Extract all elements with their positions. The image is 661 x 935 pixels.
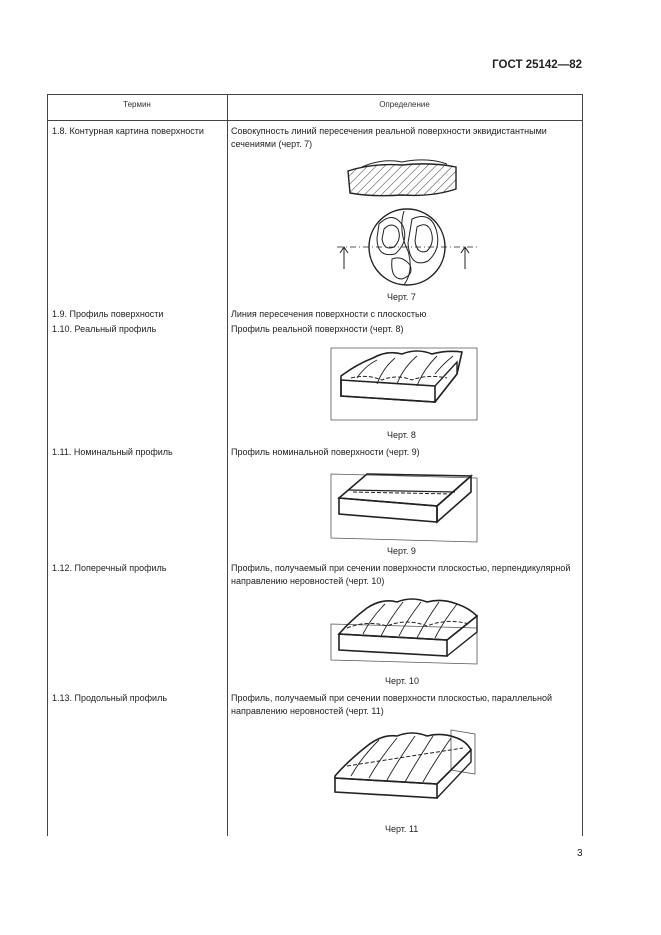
column-header-definition: Определение	[379, 100, 430, 109]
definition-1-11: Профиль номинальной поверхности (черт. 9)	[231, 447, 420, 457]
block-front-face	[339, 498, 437, 522]
caption-chert-11: Черт. 11	[385, 824, 419, 834]
table-top-border	[47, 94, 582, 95]
caption-chert-9: Черт. 9	[387, 546, 416, 556]
block-front-face	[339, 634, 447, 656]
section-block-shape	[348, 164, 456, 196]
block-side-face	[437, 750, 471, 798]
page-number: 3	[577, 848, 583, 859]
block-front-face	[341, 380, 435, 402]
section-plane	[331, 624, 477, 664]
surface-ridges	[351, 736, 451, 782]
column-header-term: Термин	[123, 100, 151, 109]
surface-ridges	[363, 602, 457, 638]
definition-1-8: Совокупность линий пересечения реальной поверхности эквидистантными сечениями (черт. 7)	[231, 126, 547, 149]
definition-1-9: Линия пересечения поверхности с плоскостью	[231, 309, 427, 319]
figure-longitudinal-profile	[327, 726, 487, 806]
block-side-face	[435, 362, 457, 402]
term-1-12: 1.12. Поперечный профиль	[52, 563, 167, 573]
caption-chert-7: Черт. 7	[387, 292, 416, 302]
table-column-divider	[227, 94, 228, 836]
section-plane	[331, 474, 477, 542]
document-code: ГОСТ 25142—82	[492, 59, 582, 71]
caption-chert-10: Черт. 10	[385, 676, 419, 686]
figure-transverse-profile	[327, 594, 487, 674]
table-right-border	[582, 94, 583, 836]
caption-chert-8: Черт. 8	[387, 430, 416, 440]
definition-1-12: Профиль, получаемый при сечении поверхности плоскостью, перпендикулярной направлению неровностей (черт. 10)	[231, 563, 571, 586]
definition-1-10: Профиль реальной поверхности (черт. 8)	[231, 324, 404, 334]
profile-line	[353, 492, 451, 494]
figure-nominal-profile	[327, 464, 487, 544]
terms-table	[47, 94, 582, 836]
table-left-border	[47, 94, 48, 836]
term-1-8: 1.8. Контурная картина поверхности	[52, 126, 204, 136]
term-1-11: 1.11. Номинальный профиль	[52, 447, 173, 457]
term-1-10: 1.10. Реальный профиль	[52, 324, 157, 334]
block-front-face	[335, 778, 437, 798]
table-header-border	[47, 120, 582, 121]
figure-contour-pattern	[332, 159, 482, 294]
term-1-9: 1.9. Профиль поверхности	[52, 309, 164, 319]
block-side-face	[437, 476, 471, 522]
term-1-13: 1.13. Продольный профиль	[52, 693, 168, 703]
figure-real-profile	[327, 344, 487, 424]
definition-1-13: Профиль, получаемый при сечении поверхности плоскостью, параллельной направлению неровностей (черт. 11)	[231, 693, 552, 716]
groove-line	[349, 490, 455, 492]
